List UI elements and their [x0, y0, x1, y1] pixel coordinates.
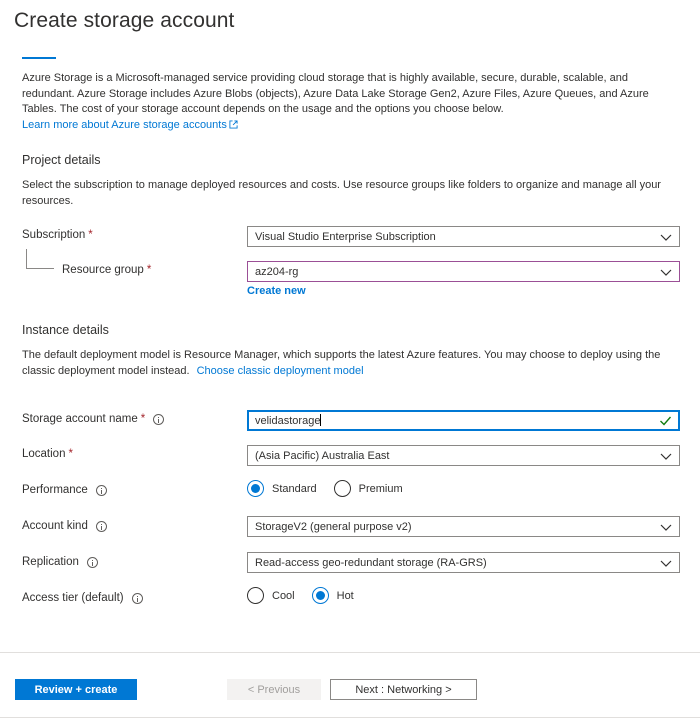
info-icon[interactable] [132, 593, 143, 604]
learn-more-link[interactable] [22, 119, 238, 131]
required-mark: * [68, 448, 73, 460]
performance-standard-radio[interactable] [247, 480, 317, 497]
active-tab-indicator [22, 57, 56, 59]
subscription-label [22, 229, 93, 241]
next-networking-button[interactable]: Next : Networking > [330, 679, 477, 700]
storage-account-name-value: velidastorage [255, 415, 321, 427]
storage-account-name-input[interactable] [247, 410, 680, 431]
storage-account-name-label [22, 413, 164, 425]
account-kind-label-text: Account kind [22, 520, 88, 532]
account-kind-label [22, 520, 107, 532]
account-kind-dropdown[interactable] [247, 516, 680, 537]
chevron-down-icon [660, 557, 672, 569]
resource-group-value: az204-rg [255, 265, 299, 278]
required-mark: * [140, 413, 146, 425]
learn-more-label: Learn more about Azure storage accounts [22, 118, 227, 131]
project-description: Select the subscription to manage deployed resources and costs. Use resource groups like folders to organize and manage all your resources. [22, 179, 661, 207]
checkmark-icon [659, 414, 672, 427]
external-link-icon [229, 120, 238, 129]
chevron-down-icon [660, 231, 672, 243]
subscription-label-text: Subscription [22, 229, 86, 241]
replication-label-text: Replication [22, 556, 79, 568]
subscription-dropdown[interactable] [247, 226, 680, 247]
intro-description: Azure Storage is a Microsoft-managed service providing cloud storage that is highly available, secure, durable, scalable, and redundant. Azure Storage includes Azure Blobs (objects), Azure Data Lake Storage Gen2, Azure Files, Azure Queues, and Azure Tables. The cost of your storage account depends on the usage and the options you choose below. [22, 72, 649, 115]
required-mark: * [88, 229, 93, 241]
instance-description [22, 348, 682, 379]
location-dropdown[interactable] [247, 445, 680, 466]
access-tier-radio-group [247, 587, 371, 604]
page-title: Create storage account [14, 9, 235, 32]
performance-label [22, 484, 107, 496]
resource-group-dropdown[interactable] [247, 261, 680, 282]
instance-description-text: The default deployment model is Resource Manager, which supports the latest Azure features. You may choose to deploy using the classic deployment model instead. [22, 349, 661, 377]
radio-circle [334, 480, 351, 497]
replication-value: Read-access geo-redundant storage (RA-GRS) [255, 556, 487, 569]
radio-label: Premium [358, 482, 403, 495]
radio-circle [312, 587, 329, 604]
bottom-divider [0, 717, 700, 718]
required-mark: * [146, 264, 152, 276]
location-value: (Asia Pacific) Australia East [255, 449, 390, 462]
replication-dropdown[interactable] [247, 552, 680, 573]
info-icon[interactable] [96, 485, 107, 496]
replication-label [22, 556, 98, 568]
radio-label: Standard [272, 482, 317, 495]
location-label [22, 448, 73, 460]
review-create-button[interactable]: Review + create [15, 679, 137, 700]
tree-connector-horizontal [26, 268, 54, 269]
tree-connector-vertical [26, 249, 27, 268]
info-icon[interactable] [87, 557, 98, 568]
performance-premium-radio[interactable] [334, 480, 403, 497]
radio-circle [247, 480, 264, 497]
radio-label: Cool [272, 589, 295, 602]
subscription-value: Visual Studio Enterprise Subscription [255, 230, 436, 243]
intro-text [22, 71, 682, 133]
project-details-heading: Project details [22, 153, 101, 167]
performance-radio-group [247, 480, 420, 497]
instance-details-heading: Instance details [22, 323, 109, 337]
access-tier-hot-radio[interactable] [312, 587, 354, 604]
resource-group-label [62, 264, 151, 276]
create-new-resource-group-link[interactable]: Create new [247, 285, 306, 297]
chevron-down-icon [660, 266, 672, 278]
previous-button[interactable]: < Previous [227, 679, 321, 700]
location-label-text: Location [22, 448, 66, 460]
radio-circle [247, 587, 264, 604]
account-kind-value: StorageV2 (general purpose v2) [255, 520, 412, 533]
storage-account-name-label-text: Storage account name [22, 413, 138, 425]
info-icon[interactable] [96, 521, 107, 532]
footer-divider [0, 652, 700, 653]
access-tier-label [22, 592, 143, 604]
chevron-down-icon [660, 521, 672, 533]
text-caret [320, 414, 321, 426]
info-icon[interactable] [153, 414, 164, 425]
performance-label-text: Performance [22, 484, 88, 496]
classic-deployment-link[interactable]: Choose classic deployment model [196, 364, 364, 377]
resource-group-label-text: Resource group [62, 264, 144, 276]
access-tier-label-text: Access tier (default) [22, 592, 124, 604]
access-tier-cool-radio[interactable] [247, 587, 295, 604]
radio-label: Hot [336, 589, 354, 602]
chevron-down-icon [660, 450, 672, 462]
